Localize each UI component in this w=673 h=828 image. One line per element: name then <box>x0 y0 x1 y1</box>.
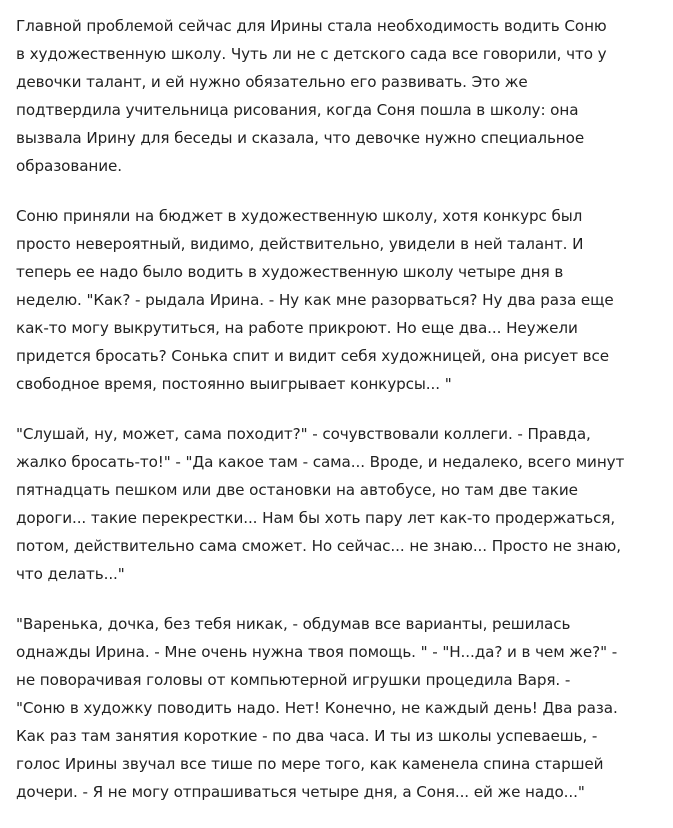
text-line: девочки талант, и ей нужно обязательно его развивать. Это же <box>16 73 528 91</box>
paragraph-4 <box>16 610 616 806</box>
paragraph-2 <box>16 202 616 398</box>
text-line: образование. <box>16 157 123 175</box>
text-line: голос Ирины звучал все тише по мере того, как каменела спина старшей <box>16 755 604 773</box>
text-line: свободное время, постоянно выигрывает конкурсы... " <box>16 375 452 393</box>
text-line: дочери. - Я не могу отпрашиваться четыре дня, а Соня... ей же надо..." <box>16 783 585 801</box>
text-line: вызвала Ирину для беседы и сказала, что девочке нужно специальное <box>16 129 585 147</box>
text-line: подтвердила учительница рисования, когда Соня пошла в школу: она <box>16 101 579 119</box>
text-line: пятнадцать пешком или две остановки на автобусе, но там две такие <box>16 481 578 499</box>
text-line: Главной проблемой сейчас для Ирины стала необходимость водить Соню <box>16 17 607 35</box>
text-line: что делать..." <box>16 565 125 583</box>
text-line: просто невероятный, видимо, действительно, увидели в ней талант. И <box>16 235 584 253</box>
text-line: придется бросать? Сонька спит и видит себя художницей, она рисует все <box>16 347 610 365</box>
text-line: дороги... такие перекрестки... Нам бы хоть пару лет как-то продержаться, <box>16 509 616 527</box>
paragraph-1 <box>16 12 616 180</box>
text-line: "Слушай, ну, может, сама походит?" - сочувствовали коллеги. - Правда, <box>16 425 591 443</box>
text-line: в художественную школу. Чуть ли не с детского сада все говорили, что у <box>16 45 607 63</box>
text-line: однажды Ирина. - Мне очень нужна твоя помощь. " - "Н...да? и в чем же?" - <box>16 643 618 661</box>
text-line: Как раз там занятия короткие - по два часа. И ты из школы успеваешь, - <box>16 727 598 745</box>
text-line: Соню приняли на бюджет в художественную школу, хотя конкурс был <box>16 207 583 225</box>
paragraph-3 <box>16 420 625 588</box>
text-line: не поворачивая головы от компьютерной игрушки процедила Варя. - <box>16 671 571 689</box>
text-line: как-то могу выкрутиться, на работе прикроют. Но еще два... Неужели <box>16 319 578 337</box>
text-line: теперь ее надо было водить в художественную школу четыре дня в <box>16 263 564 281</box>
text-line: жалко бросать-то!" - "Да какое там - сама... Вроде, и недалеко, всего минут <box>16 453 625 471</box>
text-line: неделю. "Как? - рыдала Ирина. - Ну как мне разорваться? Ну два раза еще <box>16 291 614 309</box>
text-line: потом, действительно сама сможет. Но сейчас... не знаю... Просто не знаю, <box>16 537 621 555</box>
article-body <box>16 12 625 828</box>
text-line: "Варенька, дочка, без тебя никак, - обдумав все варианты, решилась <box>16 615 571 633</box>
text-line: "Соню в художку поводить надо. Нет! Конечно, не каждый день! Два раза. <box>16 699 618 717</box>
